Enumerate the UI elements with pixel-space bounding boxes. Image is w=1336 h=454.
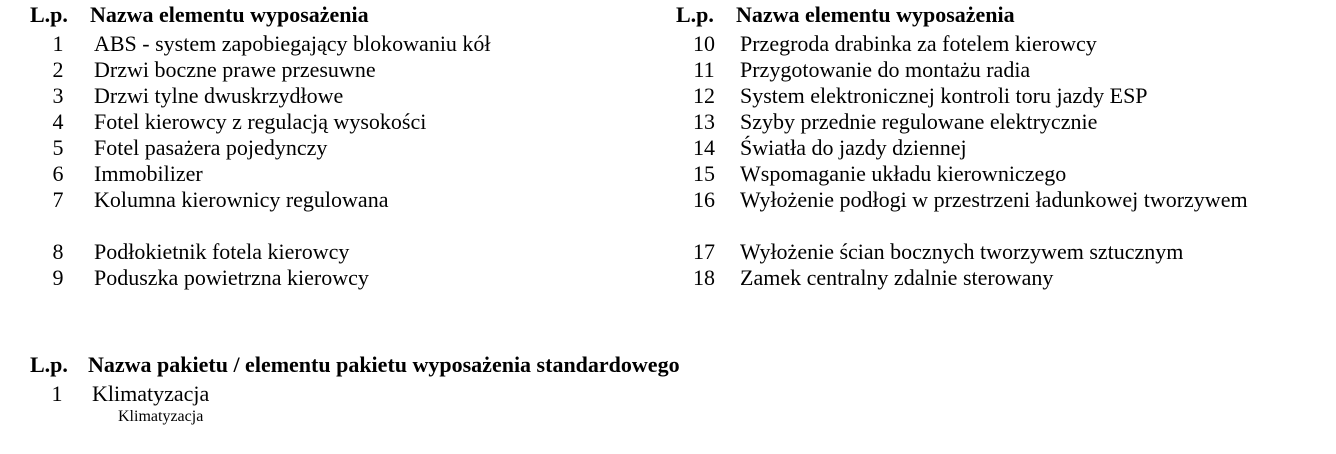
row-number: 4 [52, 109, 64, 134]
table-row [30, 381, 930, 427]
table-header-row [676, 2, 1276, 31]
row-name: Drzwi boczne prawe przesuwne [94, 57, 376, 82]
table-row [30, 83, 610, 109]
row-number: 14 [693, 135, 715, 160]
row-name [84, 381, 930, 427]
table-row [676, 239, 1276, 265]
row-name: Podłokietnik fotela kierowcy [94, 239, 350, 264]
row-name: Szyby przednie regulowane elektrycznie [740, 109, 1098, 134]
row-number: 12 [693, 83, 715, 108]
header-lp: L.p. [30, 352, 68, 377]
equipment-table-right [676, 2, 1276, 291]
table-row [676, 109, 1276, 135]
row-number: 1 [52, 31, 64, 56]
row-number: 17 [693, 239, 715, 264]
package-table [30, 352, 930, 427]
row-name: Zamek centralny zdalnie sterowany [740, 265, 1054, 290]
table-row [676, 265, 1276, 291]
table-row [676, 135, 1276, 161]
row-name: Fotel pasażera pojedynczy [94, 135, 328, 160]
row-number: 18 [693, 265, 715, 290]
row-number: 11 [693, 57, 715, 82]
equipment-table-left [30, 2, 610, 291]
table-header-row [30, 352, 930, 381]
row-number: 15 [693, 161, 715, 186]
header-package-name: Nazwa pakietu / elementu pakietu wyposażenia standardowego [88, 352, 680, 377]
table-row [30, 31, 610, 57]
row-number: 3 [52, 83, 64, 108]
row-number: 8 [52, 239, 64, 264]
row-number: 10 [693, 31, 715, 56]
table-header-row [30, 2, 610, 31]
table-row [30, 109, 610, 135]
row-name: Drzwi tylne dwuskrzydłowe [94, 83, 344, 108]
row-name: Immobilizer [94, 161, 203, 186]
row-number: 7 [52, 187, 64, 212]
row-name: System elektronicznej kontroli toru jazdy ESP [740, 83, 1148, 108]
row-name: Wyłożenie ścian bocznych tworzywem sztucznym [740, 239, 1184, 264]
row-number: 6 [52, 161, 64, 186]
row-name: Poduszka powietrzna kierowcy [94, 265, 369, 290]
row-number: 9 [52, 265, 64, 290]
header-lp: L.p. [676, 2, 714, 27]
table-row [676, 161, 1276, 187]
header-equipment-name: Nazwa elementu wyposażenia [736, 2, 1015, 27]
row-name: Przygotowanie do montażu radia [740, 57, 1031, 82]
table-row [676, 83, 1276, 109]
table-row [30, 135, 610, 161]
package-name: Klimatyzacja [92, 381, 210, 406]
row-name: Przegroda drabinka za fotelem kierowcy [740, 31, 1097, 56]
row-number: 1 [51, 381, 63, 406]
row-number: 5 [52, 135, 64, 160]
row-name: Wspomaganie układu kierowniczego [740, 161, 1067, 186]
header-equipment-name: Nazwa elementu wyposażenia [90, 2, 369, 27]
table-row [30, 57, 610, 83]
table-row [30, 265, 610, 291]
table-row [30, 161, 610, 187]
table-row [676, 31, 1276, 57]
header-lp: L.p. [30, 2, 68, 27]
table-row [676, 57, 1276, 83]
table-row [676, 187, 1276, 239]
row-name: ABS - system zapobiegający blokowaniu kół [94, 31, 491, 56]
row-name: Fotel kierowcy z regulacją wysokości [94, 109, 427, 134]
row-name: Światła do jazdy dziennej [740, 135, 967, 160]
row-name: Kolumna kierownicy regulowana [94, 187, 389, 212]
row-number: 16 [693, 187, 715, 212]
table-row [30, 187, 610, 239]
package-element-name: Klimatyzacja [118, 408, 204, 425]
row-number: 2 [52, 57, 64, 82]
row-name: Wyłożenie podłogi w przestrzeni ładunkowej tworzywem [740, 187, 1248, 212]
row-number: 13 [693, 109, 715, 134]
table-row [30, 239, 610, 265]
